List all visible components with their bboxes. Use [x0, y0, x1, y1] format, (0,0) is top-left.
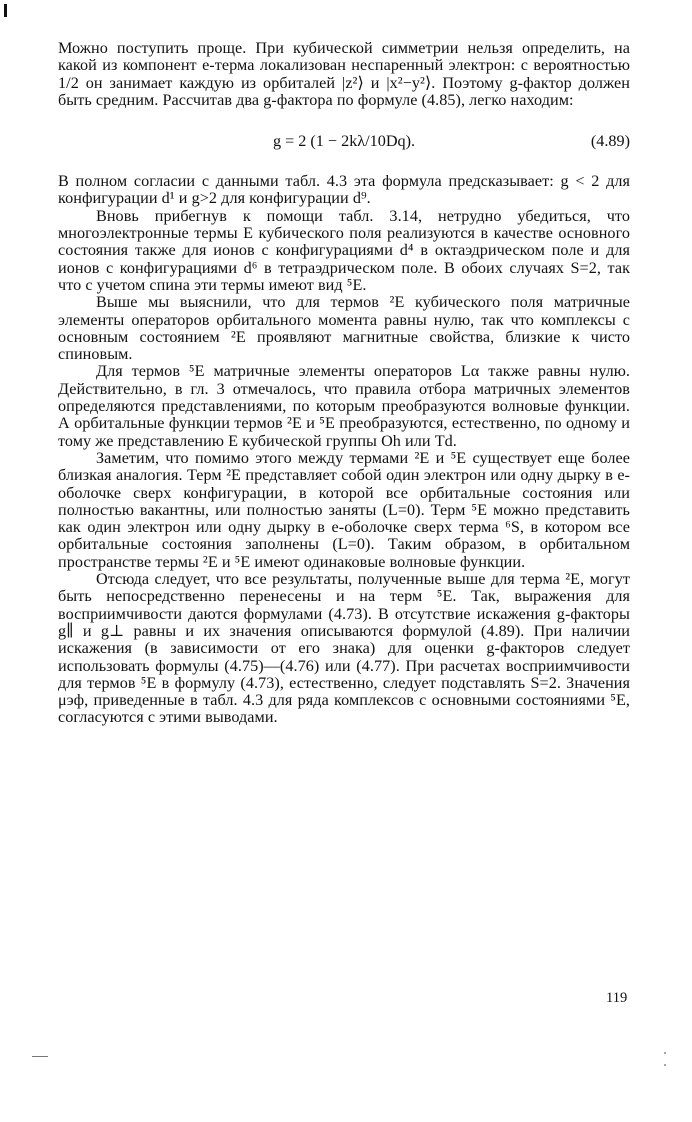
- paragraph-intro: Можно поступить проще. При кубической симметрии нельзя определить, на какой из компонент e-терма локализован неспаренный электрон: с вероятностью 1/2 он занимает каждую из орбиталей |z²⟩ и |x²−y²⟩. Поэтому g-фактор должен быть средним. Рассчитав два g-фактора по формуле (4.85), легко находим:: [58, 39, 630, 109]
- scan-speck: [664, 1064, 666, 1066]
- paragraph-table-3-14: Вновь прибегнув к помощи табл. 3.14, нетрудно убедиться, что многоэлектронные термы E кубического поля реализуются в качестве основного состояния также для ионов с конфигурациями d⁴ в октаэдрическом поле и для ионов с конфигурациями d⁶ в тетраэдрическом поле. В обоих случаях S=2, так что с учетом спина эти термы имеют вид ⁵E.: [58, 206, 630, 294]
- scan-artifact-dash: [32, 1056, 48, 1057]
- paragraph-analogy: Заметим, что помимо этого между термами ²E и ⁵E существует еще более близкая аналогия. Терм ²E представляет собой один электрон или одну дырку в e-оболочке сверх конфигурации, в которой все орбитальные состояния или полностью вакантны, или полностью заняты (L=0). Терм ⁵E можно представить как один электрон или одну дырку в e-оболочке сверх терма ⁶S, в котором все орбитальные состояния заполнены (L=0). Таким образом, в орбитальном пространстве термы ²E и ⁵E имеют одинаковые волновые функции.: [58, 448, 630, 571]
- paragraph-conclusion: Отсюда следует, что все результаты, полученные выше для терма ²E, могут быть непосредственно перенесены и на терм ⁵E. Так, выражения для восприимчивости даются формулами (4.73). В отсутствие искажения g-факторы g∥ и g⊥ равны и их значения описываются формулой (4.89). При наличии искажения (в зависимости от его знака) для оценки g-факторов следует использовать формулы (4.75)—(4.76) или (4.77). При расчетах восприимчивости для термов ⁵E в формулу (4.73), естественно, следует подставлять S=2. Значения μэф, приведенные в табл. 4.3 для ряда комплексов с основными состояниями ⁵E, согласуются с этими выводами.: [58, 570, 630, 727]
- paragraph-agreement: В полном согласии с данными табл. 4.3 эта формула предсказывает: g < 2 для конфигурации d¹ и g>2 для конфигурации d⁹.: [58, 172, 630, 208]
- scan-corner-mark: [4, 4, 7, 17]
- equation-expression: g = 2 (1 − 2kλ/10Dq).: [272, 132, 416, 151]
- page-body: [58, 40, 630, 727]
- equation-4-89: [58, 131, 630, 151]
- paragraph-2e-terms: Выше мы выяснили, что для термов ²E кубического поля матричные элементы операторов орбитального момента равны нулю, так что комплексы с основным состоянием ²E проявляют магнитные свойства, близкие к чисто спиновым.: [58, 293, 630, 364]
- page-number: 119: [606, 990, 628, 1006]
- scan-speck: [664, 1052, 666, 1054]
- paragraph-5e-terms: Для термов ⁵E матричные элементы операторов Lα также равны нулю. Действительно, в гл. 3 отмечалось, что правила отбора матричных элементов определяются представлениями, по которым преобразуются волновые функции. А орбитальные функции термов ²E и ⁵E преобразуются, естественно, по одному и тому же представлению E кубической группы Oh или Td.: [58, 362, 630, 450]
- equation-number: (4.89): [590, 132, 630, 151]
